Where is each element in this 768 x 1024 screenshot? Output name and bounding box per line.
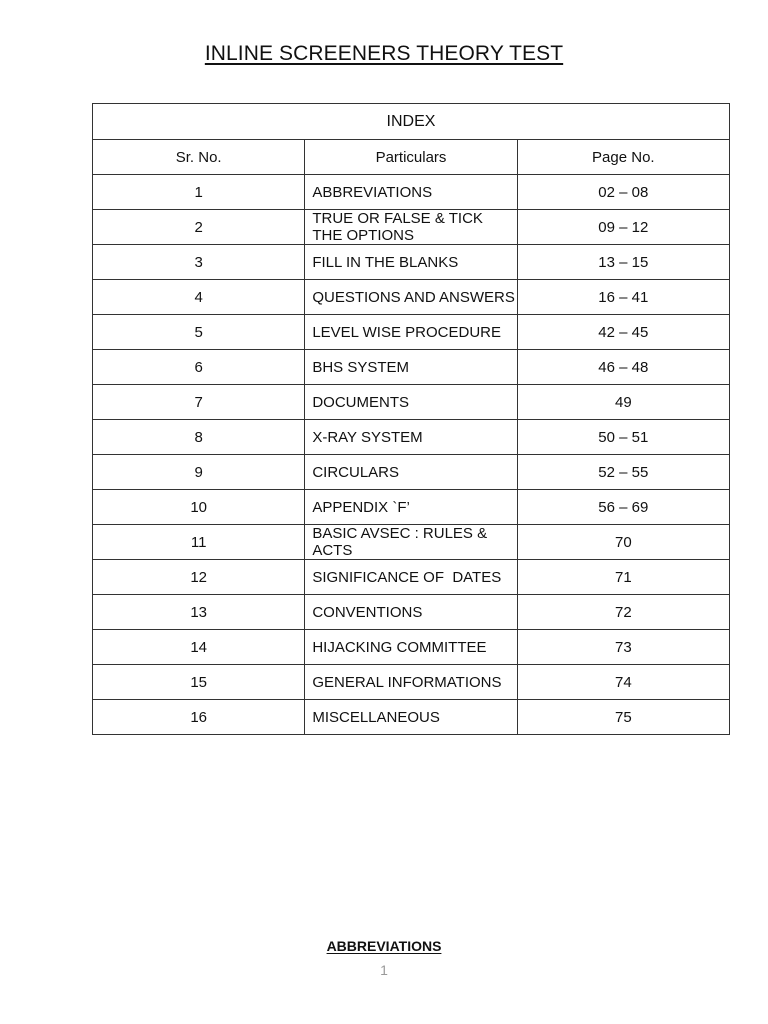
row-page-range: 13 – 15 [517, 245, 729, 280]
row-sr-no: 5 [93, 315, 305, 350]
row-page-range: 71 [517, 560, 729, 595]
row-particular: QUESTIONS AND ANSWERS [305, 280, 517, 315]
row-sr-no: 13 [93, 595, 305, 630]
row-sr-no: 7 [93, 385, 305, 420]
row-particular: FILL IN THE BLANKS [305, 245, 517, 280]
row-particular: ABBREVIATIONS [305, 175, 517, 210]
row-particular: TRUE OR FALSE & TICK THE OPTIONS [305, 210, 517, 245]
table-row [93, 455, 730, 490]
column-header-sr-no: Sr. No. [93, 140, 305, 175]
table-row [93, 385, 730, 420]
table-row [93, 315, 730, 350]
row-sr-no: 6 [93, 350, 305, 385]
row-sr-no: 15 [93, 665, 305, 700]
row-sr-no: 10 [93, 490, 305, 525]
row-page-range: 02 – 08 [517, 175, 729, 210]
row-page-range: 73 [517, 630, 729, 665]
table-row [93, 700, 730, 735]
table-row [93, 280, 730, 315]
row-page-range: 42 – 45 [517, 315, 729, 350]
row-particular: X-RAY SYSTEM [305, 420, 517, 455]
index-heading-row [93, 104, 730, 140]
index-table [92, 103, 730, 735]
row-page-range: 50 – 51 [517, 420, 729, 455]
row-page-range: 49 [517, 385, 729, 420]
column-header-page-no: Page No. [517, 140, 729, 175]
row-particular: BASIC AVSEC : RULES & ACTS [305, 525, 517, 560]
row-page-range: 46 – 48 [517, 350, 729, 385]
row-page-range: 74 [517, 665, 729, 700]
row-sr-no: 12 [93, 560, 305, 595]
row-page-range: 16 – 41 [517, 280, 729, 315]
row-sr-no: 4 [93, 280, 305, 315]
table-row [93, 490, 730, 525]
row-particular: APPENDIX `F’ [305, 490, 517, 525]
row-particular: CIRCULARS [305, 455, 517, 490]
column-header-particulars: Particulars [305, 140, 517, 175]
row-page-range: 70 [517, 525, 729, 560]
row-page-range: 52 – 55 [517, 455, 729, 490]
table-row [93, 560, 730, 595]
row-particular: HIJACKING COMMITTEE [305, 630, 517, 665]
table-row [93, 595, 730, 630]
table-row [93, 175, 730, 210]
page-number: 1 [380, 962, 388, 978]
row-particular: GENERAL INFORMATIONS [305, 665, 517, 700]
table-row [93, 210, 730, 245]
table-row [93, 420, 730, 455]
row-sr-no: 9 [93, 455, 305, 490]
row-page-range: 72 [517, 595, 729, 630]
row-particular: BHS SYSTEM [305, 350, 517, 385]
row-page-range: 75 [517, 700, 729, 735]
table-row [93, 630, 730, 665]
table-row [93, 245, 730, 280]
row-sr-no: 14 [93, 630, 305, 665]
next-section-heading: ABBREVIATIONS [326, 938, 442, 954]
row-sr-no: 8 [93, 420, 305, 455]
row-sr-no: 1 [93, 175, 305, 210]
row-sr-no: 2 [93, 210, 305, 245]
row-page-range: 09 – 12 [517, 210, 729, 245]
row-particular: MISCELLANEOUS [305, 700, 517, 735]
row-sr-no: 16 [93, 700, 305, 735]
row-page-range: 56 – 69 [517, 490, 729, 525]
table-row [93, 525, 730, 560]
row-particular: CONVENTIONS [305, 595, 517, 630]
row-sr-no: 11 [93, 525, 305, 560]
row-particular: LEVEL WISE PROCEDURE [305, 315, 517, 350]
document-title: INLINE SCREENERS THEORY TEST [204, 42, 564, 65]
table-row [93, 665, 730, 700]
row-particular: DOCUMENTS [305, 385, 517, 420]
index-heading: INDEX [93, 104, 730, 140]
table-row [93, 350, 730, 385]
row-particular: SIGNIFICANCE OF DATES [305, 560, 517, 595]
column-header-row [93, 140, 730, 175]
row-sr-no: 3 [93, 245, 305, 280]
